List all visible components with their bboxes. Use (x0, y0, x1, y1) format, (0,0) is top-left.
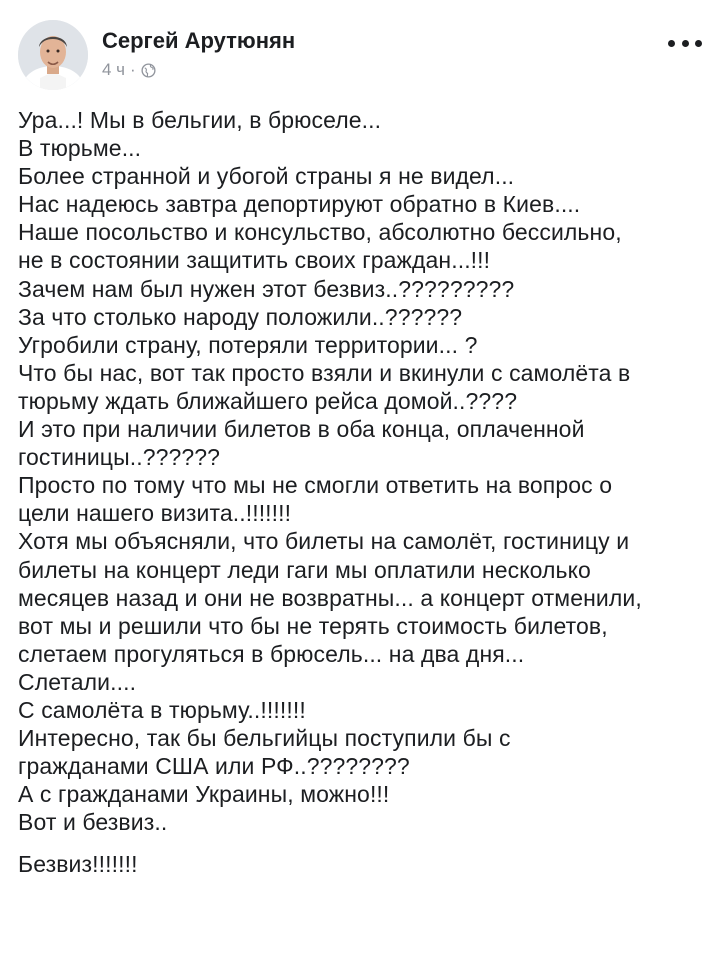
post-text-line: Зачем нам был нужен этот безвиз..????????? (18, 275, 515, 302)
post-text-line: Хотя мы объясняли, что билеты на самолёт, гостиницу и (18, 528, 630, 555)
post-text-line: Вот и безвиз.. (18, 809, 168, 836)
more-options-button[interactable] (668, 34, 702, 52)
post-text-line: С самолёта в тюрьму..!!!!!!! (18, 696, 306, 723)
post-text-line: не в состоянии защитить своих граждан...!!! (18, 247, 491, 274)
globe-icon[interactable] (141, 63, 156, 78)
more-options-icon-dot (668, 40, 675, 47)
post-timestamp[interactable]: 4 ч (102, 60, 126, 79)
post-text-line: месяцев назад и они не возвратны... а концерт отменили, (18, 584, 642, 611)
post-text-line: И это при наличии билетов в оба конца, оплаченной (18, 416, 585, 443)
post-text-line: билеты на концерт леди гаги мы оплатили несколько (18, 556, 591, 583)
post-text-line: гостиницы..?????? (18, 444, 221, 471)
post-header (18, 20, 702, 92)
post-text-line: А с гражданами Украины, можно!!! (18, 781, 390, 808)
post-text-line: гражданами США или РФ..???????? (18, 753, 410, 780)
post-text-line: Просто по тому что мы не смогли ответить на вопрос о (18, 472, 613, 499)
post-text-line: Наше посольство и консульство, абсолютно бессильно, (18, 219, 622, 246)
post-text-line: Что бы нас, вот так просто взяли и вкинули с самолёта в (18, 359, 631, 386)
post-text-line: вот мы и решили что бы не терять стоимость билетов, (18, 612, 608, 639)
post-text-line: цели нашего визита..!!!!!!! (18, 500, 292, 527)
post-text-line: Угробили страну, потеряли территории... ? (18, 331, 478, 358)
post-text-line: В тюрьме... (18, 135, 142, 162)
post-text-line: слетаем прогуляться в брюсель... на два дня... (18, 640, 525, 667)
post-text-line: За что столько народу положили..?????? (18, 303, 463, 330)
meta-separator: · (130, 60, 136, 79)
post-meta (102, 60, 156, 80)
more-options-icon-dot (682, 40, 689, 47)
post-text-line: Нас надеюсь завтра депортируют обратно в Киев.... (18, 191, 581, 218)
author-name[interactable]: Сергей Арутюнян (102, 28, 296, 53)
post-text-line: Более странной и убогой страны я не видел... (18, 163, 515, 190)
post-text-line: тюрьму ждать ближайшего рейса домой..???? (18, 387, 518, 414)
post-text (18, 106, 702, 879)
post-text-line: Ура...! Мы в бельгии, в брюселе... (18, 107, 382, 133)
avatar-image (18, 20, 88, 90)
post-text-line: Слетали.... (18, 668, 137, 695)
avatar[interactable] (18, 20, 88, 90)
post-text-line: Интересно, так бы бельгийцы поступили бы с (18, 725, 511, 752)
more-options-icon-dot (695, 40, 702, 47)
post-final-line: Безвиз!!!!!!! (18, 851, 138, 878)
